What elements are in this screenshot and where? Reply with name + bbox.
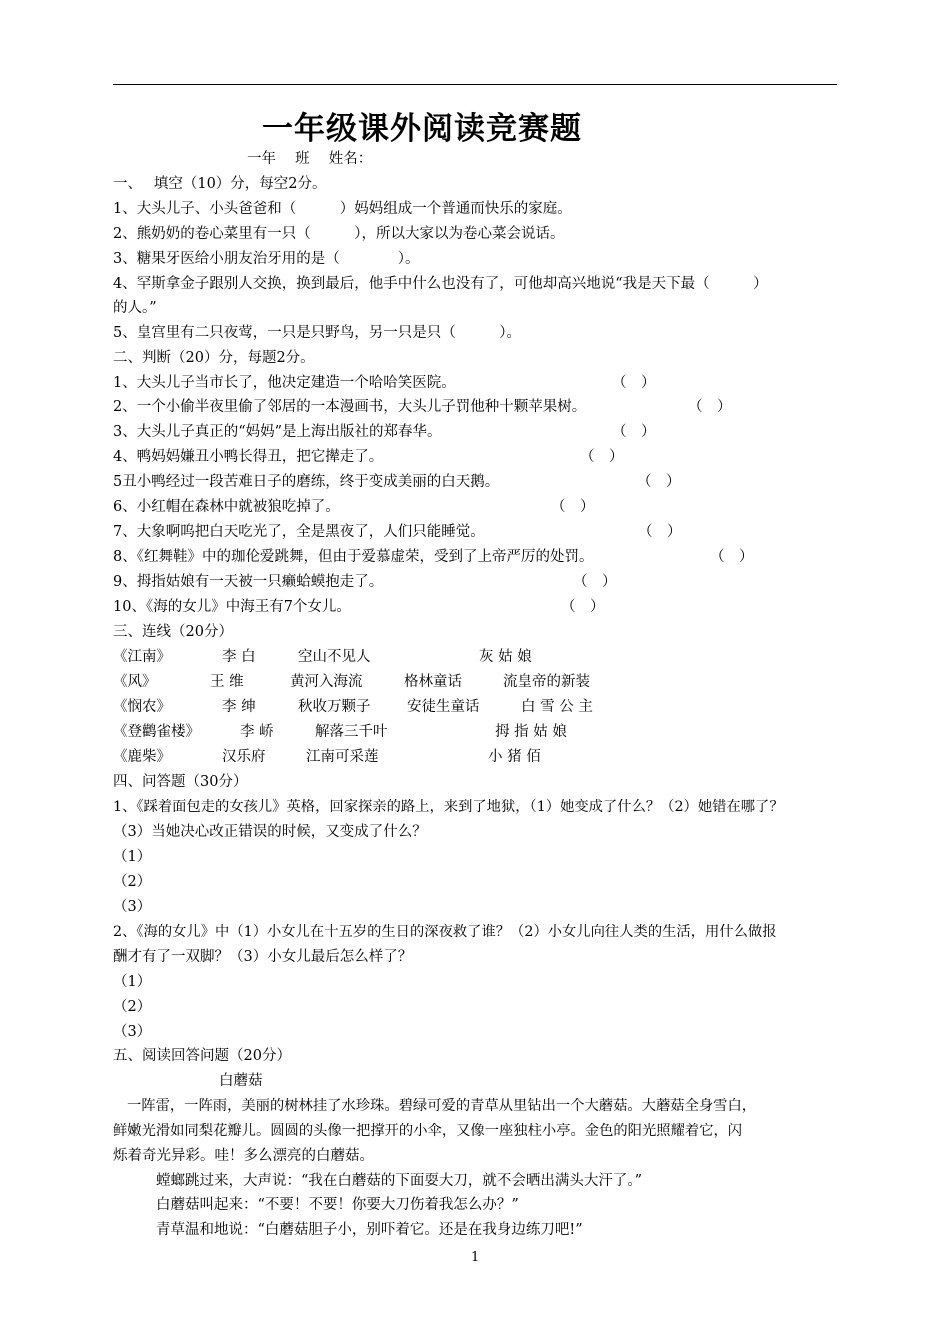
match-author: 王 维 [210, 674, 244, 690]
question-line: （3）当她决心改正错误的时候，又变成了什么？ [113, 824, 427, 840]
match-poem-title: 《风》 [113, 674, 157, 690]
match-story: 白 雪 公 主 [521, 699, 593, 715]
question-line: 2、熊奶奶的卷心菜里有一只（ ），所以大家以为卷心菜会说话。 [113, 226, 565, 242]
judgment-item: 7、大象啊呜把白天吃光了，全是黑夜了，人们只能睡觉。 [113, 524, 485, 540]
passage-line: 青草温和地说：“白蘑菇胆子小，别吓着它。还是在我身边练刀吧!” [156, 1222, 583, 1238]
match-author: 李 绅 [222, 699, 256, 715]
match-story: 拇 指 姑 娘 [495, 724, 567, 740]
header-rule [113, 84, 837, 85]
judgment-blank: （ ） [612, 424, 656, 440]
passage-line: 烁着奇光异彩。哇！多么漂亮的白蘑菇。 [113, 1148, 374, 1164]
match-verse: 空山不见人 [298, 649, 371, 665]
question-line: 3、糖果牙医给小朋友治牙用的是（ ）。 [113, 251, 420, 267]
judgment-blank: （ ） [612, 375, 656, 391]
judgment-item: 5丑小鸭经过一段苦难日子的磨练，终于变成美丽的白天鹅。 [113, 474, 500, 490]
question-line: 酬才有了一双脚？（3）小女儿最后怎么样了？ [113, 949, 413, 965]
match-collection: 安徒生童话 [407, 699, 480, 715]
judgment-blank: （ ） [573, 574, 617, 590]
match-verse: 秋收万颗子 [298, 699, 371, 715]
judgment-item: 4、鸭妈妈嫌丑小鸭长得丑，把它撵走了。 [113, 449, 384, 465]
judgment-item: 3、大头儿子真正的“妈妈”是上海出版社的郑春华。 [113, 424, 442, 440]
judgment-item: 6、小红帽在森林中就被狼吃掉了。 [113, 499, 340, 515]
match-author: 汉乐府 [222, 749, 266, 765]
match-verse: 解落三千叶 [315, 724, 388, 740]
match-poem-title: 《悯农》 [113, 699, 171, 715]
question-line: 1、《踩着面包走的女孩儿》英格，回家探亲的路上，来到了地狱，（1）她变成了什么？（2）她错在哪了？ [113, 799, 784, 815]
match-collection: 格林童话 [404, 674, 462, 690]
match-story: 流皇帝的新装 [503, 674, 590, 690]
answer-slot: （1） [113, 974, 152, 990]
question-line: 2、《海的女儿》中（1）小女儿在十五岁的生日的深夜救了谁？（2）小女儿向往人类的生活，用什么做报 [113, 924, 777, 940]
judgment-item: 10、《海的女儿》中海王有7个女儿。 [113, 599, 351, 615]
judgment-blank: （ ） [580, 449, 624, 465]
passage-title: 白蘑菇 [219, 1073, 263, 1089]
answer-slot: （2） [113, 874, 152, 890]
passage-line: 一阵雷，一阵雨，美丽的树林挂了水珍珠。碧绿可爱的青草从里钻出一个大蘑菇。大蘑菇全身雪白， [127, 1098, 757, 1114]
match-author: 李 峤 [240, 724, 274, 740]
passage-line: 白蘑菇叫起来：“不要！不要！你要大刀伤着我怎么办？” [156, 1197, 519, 1213]
question-line: 1、大头儿子、小头爸爸和（ ）妈妈组成一个普通而快乐的家庭。 [113, 201, 572, 217]
section-2-heading: 二、判断（20）分，每题2分。 [113, 350, 315, 366]
section-3-heading: 三、连线（20分） [113, 624, 233, 640]
match-story: 小 猪 佰 [488, 749, 541, 765]
answer-slot: （3） [113, 1024, 152, 1040]
match-poem-title: 《登鹳雀楼》 [113, 724, 200, 740]
judgment-item: 2、一个小偷半夜里偷了邻居的一本漫画书，大头儿子罚他种十颗苹果树。 [113, 399, 587, 415]
question-line: 的人。” [113, 300, 157, 316]
answer-slot: （1） [113, 849, 152, 865]
judgment-blank: （ ） [637, 474, 681, 490]
match-poem-title: 《鹿柴》 [113, 749, 171, 765]
passage-line: 螳螂跳过来，大声说：“我在白蘑菇的下面耍大刀，就不会晒出满头大汗了。” [156, 1173, 643, 1189]
question-line: 4、罕斯拿金子跟别人交换，换到最后，他手中什么也没有了，可他却高兴地说“我是天下最（ ） [113, 276, 768, 292]
judgment-blank: （ ） [638, 524, 682, 540]
judgment-item: 9、拇指姑娘有一天被一只癞蛤蟆抱走了。 [113, 574, 384, 590]
page-number: 1 [471, 1250, 480, 1265]
judgment-blank: （ ） [688, 399, 732, 415]
match-verse: 江南可采莲 [306, 749, 379, 765]
section-5-heading: 五、阅读回答问题（20分） [113, 1048, 291, 1064]
answer-slot: （2） [113, 999, 152, 1015]
judgment-blank: （ ） [561, 599, 605, 615]
match-poem-title: 《江南》 [113, 649, 171, 665]
question-line: 5、皇宫里有二只夜莺，一只是只野鸟，另一只是只（ ）。 [113, 325, 521, 341]
passage-line: 鲜嫩光滑如同梨花瓣儿。圆圆的头像一把撑开的小伞，又像一座独柱小亭。金色的阳光照耀着它，闪 [113, 1123, 743, 1139]
match-verse: 黄河入海流 [290, 674, 363, 690]
answer-slot: （3） [113, 899, 152, 915]
section-1-heading: 一、 填空（10）分，每空2分。 [113, 176, 327, 192]
judgment-blank: （ ） [551, 499, 595, 515]
match-story: 灰 姑 娘 [479, 649, 532, 665]
match-author: 李 白 [222, 649, 256, 665]
page-title: 一年级课外阅读竞赛题 [262, 111, 582, 147]
judgment-item: 8、《红舞鞋》中的珈伦爱跳舞，但由于爱慕虚荣，受到了上帝严厉的处罚。 [113, 549, 594, 565]
judgment-item: 1、大头儿子当市长了，他决定建造一个哈哈笑医院。 [113, 375, 456, 391]
section-4-heading: 四、问答题（30分） [113, 774, 248, 790]
class-name-line: 一年 班 姓名： [247, 151, 373, 167]
judgment-blank: （ ） [710, 549, 754, 565]
